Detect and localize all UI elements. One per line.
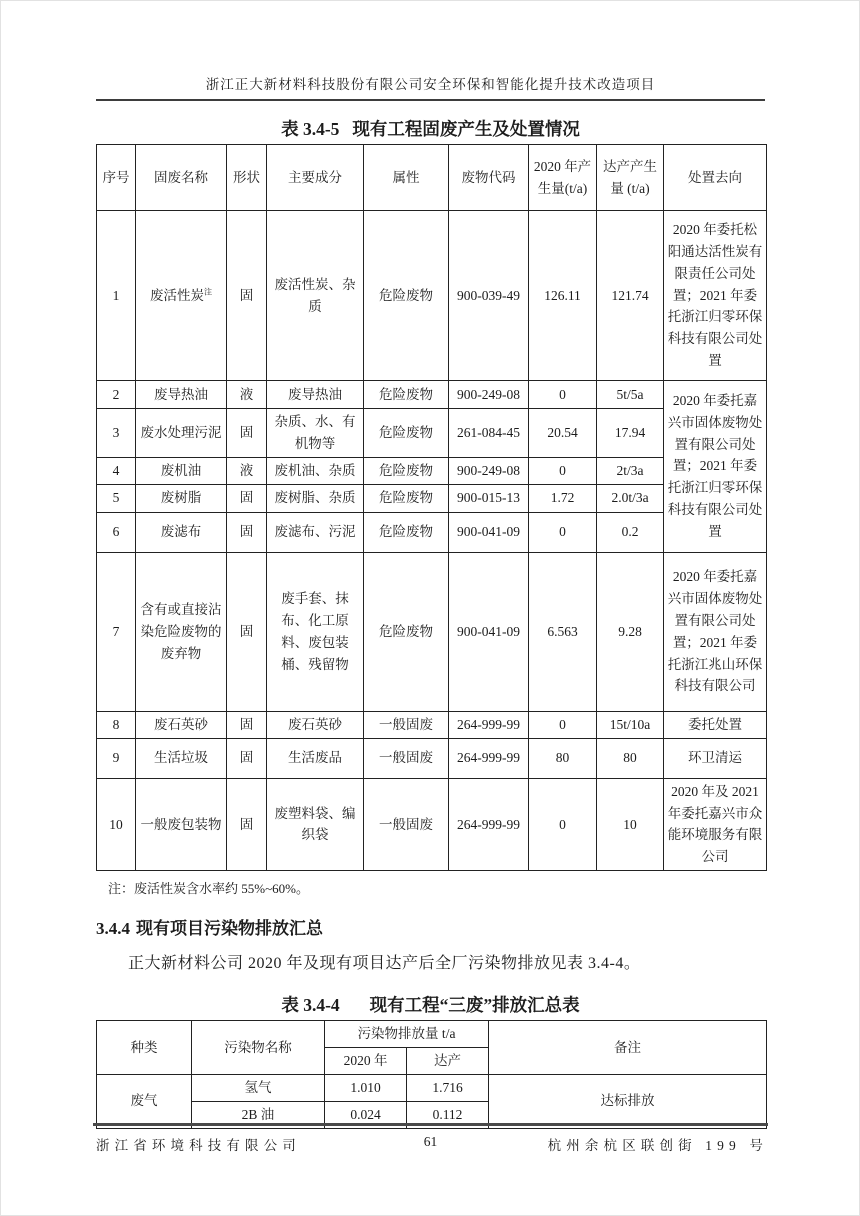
cell-capacity: 9.28	[597, 552, 664, 711]
table-title-text: 现有工程“三废”排放汇总表	[369, 995, 580, 1016]
cell-disposal: 2020 年委托松阳通达活性炭有限责任公司处置；2021 年委托浙江归零环保科技有限公司处置	[664, 211, 767, 381]
footer-row	[93, 1134, 768, 1153]
solid-waste-table-title	[96, 116, 765, 141]
cell-2020: 0	[529, 512, 597, 552]
table-label: 表 3.4-4	[281, 995, 340, 1016]
table-title-text: 现有工程固废产生及处置情况	[352, 119, 580, 139]
column-header-capacity: 达产	[407, 1048, 489, 1075]
solid-waste-table	[96, 144, 767, 871]
cell-disposal: 环卫清运	[664, 738, 767, 778]
cell-no: 8	[97, 711, 136, 738]
footer-address: 杭州余杭区联创街 199 号	[547, 1138, 768, 1153]
cell-code: 264-999-99	[449, 711, 529, 738]
cell-capacity: 121.74	[597, 211, 664, 381]
cell-2020: 0	[529, 457, 597, 484]
cell-no: 2	[97, 381, 136, 409]
column-header-category: 种类	[97, 1021, 192, 1075]
cell-code: 264-999-99	[449, 778, 529, 870]
cell-attribute: 危险废物	[364, 512, 449, 552]
cell-code: 900-015-13	[449, 484, 529, 512]
cell-form: 固	[227, 552, 267, 711]
cell-disposal: 2020 年及 2021 年委托嘉兴市众能环境服务有限公司	[664, 778, 767, 870]
page-content	[96, 97, 765, 1129]
emissions-table	[96, 1020, 767, 1129]
cell-form: 固	[227, 512, 267, 552]
page-number: 61	[423, 1134, 438, 1149]
emissions-table-title	[96, 992, 765, 1017]
cell-2020: 0	[529, 778, 597, 870]
cell-name: 废树脂	[136, 484, 227, 512]
cell-disposal: 委托处置	[664, 711, 767, 738]
table-footnote: 注：废活性炭含水率约 55%~60%。	[108, 881, 309, 897]
column-header-code: 废物代码	[449, 145, 529, 211]
cell-capacity: 17.94	[597, 409, 664, 458]
table-row	[97, 778, 767, 870]
cell-2020: 1.010	[325, 1074, 407, 1101]
cell-2020: 0	[529, 711, 597, 738]
cell-no: 9	[97, 738, 136, 778]
cell-attribute: 一般固废	[364, 738, 449, 778]
cell-form: 液	[227, 381, 267, 409]
cell-attribute: 危险废物	[364, 381, 449, 409]
cell-capacity: 2.0t/3a	[597, 484, 664, 512]
cell-code: 900-249-08	[449, 381, 529, 409]
cell-composition: 生活废品	[267, 738, 364, 778]
table-row	[97, 211, 767, 381]
cell-code: 900-249-08	[449, 457, 529, 484]
cell-no: 1	[97, 211, 136, 381]
cell-capacity: 1.716	[407, 1074, 489, 1101]
cell-name: 废水处理污泥	[136, 409, 227, 458]
cell-composition: 废滤布、污泥	[267, 512, 364, 552]
cell-attribute: 危险废物	[364, 552, 449, 711]
cell-capacity: 0.2	[597, 512, 664, 552]
cell-composition: 废手套、抹布、化工原料、废包装桶、残留物	[267, 552, 364, 711]
column-header-disposal: 处置去向	[664, 145, 767, 211]
cell-attribute: 危险废物	[364, 409, 449, 458]
cell-attribute: 危险废物	[364, 484, 449, 512]
cell-code: 264-999-99	[449, 738, 529, 778]
cell-code: 900-039-49	[449, 211, 529, 381]
cell-capacity: 10	[597, 778, 664, 870]
page-footer	[93, 1123, 768, 1153]
cell-attribute: 一般固废	[364, 778, 449, 870]
cell-name: 含有或直接沾染危险废物的废弃物	[136, 552, 227, 711]
cell-capacity: 80	[597, 738, 664, 778]
cell-2020: 126.11	[529, 211, 597, 381]
cell-pollutant: 2B 油	[192, 1101, 325, 1128]
column-header-no: 序号	[97, 145, 136, 211]
column-header-2020: 2020 年产生量(t/a)	[529, 145, 597, 211]
cell-name: 一般废包装物	[136, 778, 227, 870]
cell-attribute: 危险废物	[364, 457, 449, 484]
table-header-row	[97, 145, 767, 211]
page-header	[96, 1, 765, 101]
cell-disposal: 2020 年委托嘉兴市固体废物处置有限公司处置；2021 年委托浙江兆山环保科技有限公司	[664, 552, 767, 711]
cell-composition: 杂质、水、有机物等	[267, 409, 364, 458]
column-header-remark: 备注	[489, 1021, 767, 1075]
cell-pollutant: 氢气	[192, 1074, 325, 1101]
cell-composition: 废树脂、杂质	[267, 484, 364, 512]
cell-2020: 0.024	[325, 1101, 407, 1128]
cell-capacity: 0.112	[407, 1101, 489, 1128]
table-label: 表 3.4-5	[281, 119, 340, 139]
cell-name: 生活垃圾	[136, 738, 227, 778]
waste-name: 废活性炭	[150, 287, 204, 303]
cell-name: 废滤布	[136, 512, 227, 552]
column-header-form: 形状	[227, 145, 267, 211]
footer-rule	[93, 1123, 768, 1126]
section-number: 3.4.4	[96, 919, 130, 939]
section-heading	[96, 914, 765, 939]
cell-2020: 20.54	[529, 409, 597, 458]
cell-capacity: 2t/3a	[597, 457, 664, 484]
column-header-composition: 主要成分	[267, 145, 364, 211]
column-header-capacity: 达产产生量 (t/a)	[597, 145, 664, 211]
table-row	[97, 738, 767, 778]
cell-composition: 废塑料袋、编织袋	[267, 778, 364, 870]
cell-code: 261-084-45	[449, 409, 529, 458]
table-header-row	[97, 1021, 767, 1048]
cell-category-merged: 废气	[97, 1074, 192, 1128]
cell-code: 900-041-09	[449, 512, 529, 552]
table-row	[97, 711, 767, 738]
cell-remark-merged: 达标排放	[489, 1074, 767, 1128]
cell-code: 900-041-09	[449, 552, 529, 711]
column-header-2020: 2020 年	[325, 1048, 407, 1075]
table-row	[97, 381, 767, 409]
footer-company: 浙江省环境科技有限公司	[96, 1138, 301, 1153]
cell-name	[136, 211, 227, 381]
body-paragraph: 正大新材料公司 2020 年及现有项目达产后全厂污染物排放见表 3.4-4。	[128, 955, 641, 973]
column-header-pollutant: 污染物名称	[192, 1021, 325, 1075]
cell-attribute: 一般固废	[364, 711, 449, 738]
cell-capacity: 15t/10a	[597, 711, 664, 738]
cell-disposal-merged: 2020 年委托嘉兴市固体废物处置有限公司处置；2021 年委托浙江归零环保科技有限公司处置	[664, 381, 767, 553]
note-superscript: 注	[204, 287, 212, 297]
cell-form: 固	[227, 484, 267, 512]
cell-composition: 废机油、杂质	[267, 457, 364, 484]
cell-form: 固	[227, 738, 267, 778]
cell-composition: 废石英砂	[267, 711, 364, 738]
cell-no: 3	[97, 409, 136, 458]
cell-no: 7	[97, 552, 136, 711]
cell-2020: 0	[529, 381, 597, 409]
section-title: 现有项目污染物排放汇总	[136, 919, 323, 939]
cell-name: 废导热油	[136, 381, 227, 409]
cell-attribute: 危险废物	[364, 211, 449, 381]
cell-name: 废机油	[136, 457, 227, 484]
cell-form: 固	[227, 778, 267, 870]
cell-no: 10	[97, 778, 136, 870]
cell-2020: 80	[529, 738, 597, 778]
cell-composition: 废活性炭、杂质	[267, 211, 364, 381]
cell-form: 固	[227, 409, 267, 458]
column-header-amount-group: 污染物排放量 t/a	[325, 1021, 489, 1048]
cell-2020: 1.72	[529, 484, 597, 512]
column-header-name: 固废名称	[136, 145, 227, 211]
table-row	[97, 1074, 767, 1101]
column-header-attribute: 属性	[364, 145, 449, 211]
cell-name: 废石英砂	[136, 711, 227, 738]
cell-no: 5	[97, 484, 136, 512]
cell-form: 固	[227, 211, 267, 381]
cell-form: 液	[227, 457, 267, 484]
header-title: 浙江正大新材料科技股份有限公司安全环保和智能化提升技术改造项目	[205, 77, 656, 92]
cell-composition: 废导热油	[267, 381, 364, 409]
table-row	[97, 552, 767, 711]
cell-2020: 6.563	[529, 552, 597, 711]
cell-capacity: 5t/5a	[597, 381, 664, 409]
cell-form: 固	[227, 711, 267, 738]
cell-no: 6	[97, 512, 136, 552]
cell-no: 4	[97, 457, 136, 484]
